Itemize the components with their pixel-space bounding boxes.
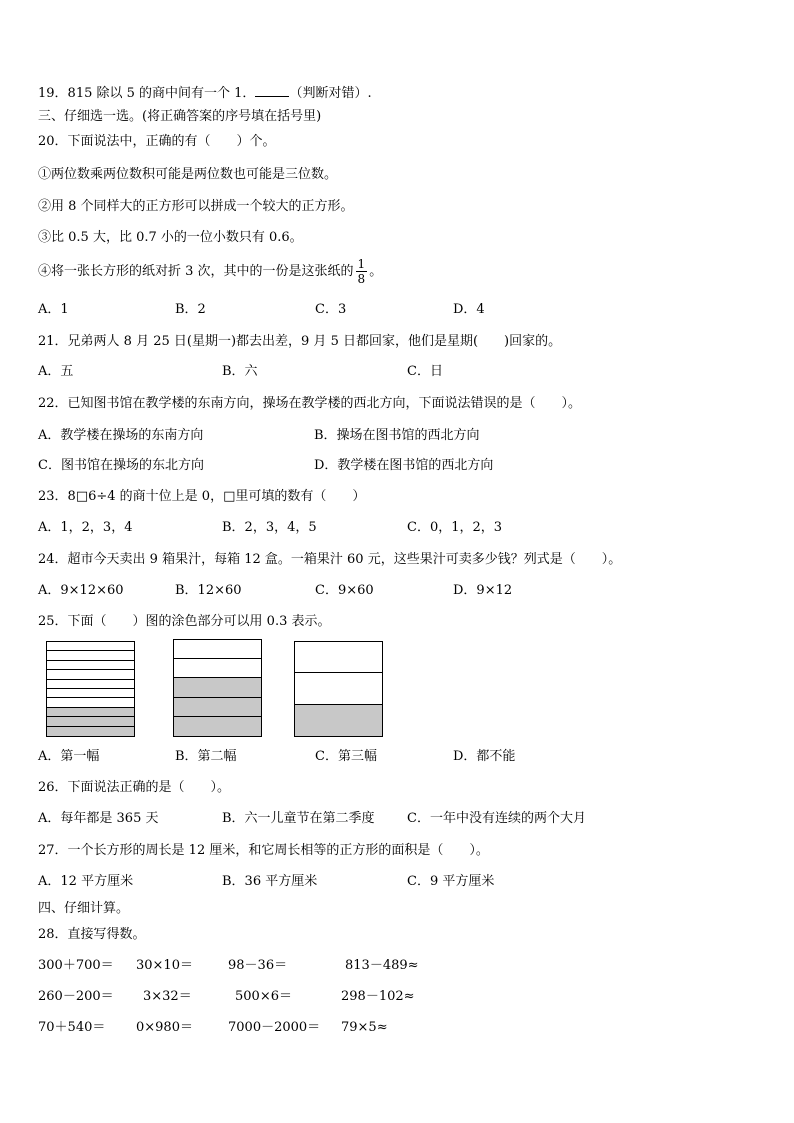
q22-option-d[interactable]: D．教学楼在图书馆的西北方向: [314, 458, 494, 473]
question-23-stem: 23．8□6÷4 的商十位上是 0，□里可填的数有（ ）: [38, 489, 366, 504]
blank-part: [47, 698, 134, 707]
shaded-part: [174, 698, 261, 717]
blank-part: [47, 670, 134, 679]
q25-option-b[interactable]: B．第二幅: [175, 749, 237, 764]
q19-text-before: 19．815 除以 5 的商中间有一个 1．: [38, 86, 256, 101]
calc-item: 70＋540＝: [38, 1020, 106, 1035]
q20-option-d[interactable]: D．4: [453, 302, 485, 317]
blank-part: [174, 640, 261, 659]
q22-option-a[interactable]: A．教学楼在操场的东南方向: [38, 428, 204, 443]
calc-item: 300＋700＝: [38, 958, 114, 973]
blank-part: [295, 642, 382, 673]
q23-option-b[interactable]: B．2，3，4，5: [222, 520, 317, 535]
blank-part: [174, 659, 261, 678]
q20-s4-text: ④将一张长方形的纸对折 3 次，其中的一份是这张纸的: [38, 264, 354, 279]
calc-item: 0×980＝: [136, 1020, 193, 1035]
question-19: [38, 84, 372, 102]
q20-statement-3: ③比 0.5 大，比 0.7 小的一位小数只有 0.6。: [38, 230, 303, 245]
fraction: [356, 257, 368, 286]
blank-part: [295, 673, 382, 704]
q21-option-a[interactable]: A．五: [38, 364, 74, 379]
shaded-part: [174, 717, 261, 736]
shaded-part: [47, 727, 134, 736]
question-28-stem: 28．直接写得数。: [38, 927, 146, 942]
calc-item: 500×6＝: [235, 989, 292, 1004]
question-20-stem: 20．下面说法中，正确的有（ ）个。: [38, 134, 276, 149]
blank-part: [47, 689, 134, 698]
calc-item: 7000－2000＝: [228, 1020, 321, 1035]
q25-option-a[interactable]: A．第一幅: [38, 749, 100, 764]
question-27-stem: 27．一个长方形的周长是 12 厘米，和它周长相等的正方形的面积是（ ）。: [38, 843, 489, 858]
shaded-part: [174, 678, 261, 697]
q24-option-a[interactable]: A．9×12×60: [38, 583, 124, 598]
q21-option-b[interactable]: B．六: [222, 364, 258, 379]
calc-item: 98－36＝: [228, 958, 288, 973]
q24-option-b[interactable]: B．12×60: [175, 583, 242, 598]
q25-option-d[interactable]: D．都不能: [453, 749, 516, 764]
q20-statement-4: [38, 256, 382, 288]
q27-option-a[interactable]: A．12 平方厘米: [38, 874, 134, 889]
q20-option-c[interactable]: C．3: [315, 302, 347, 317]
blank-part: [47, 661, 134, 670]
q22-option-b[interactable]: B．操场在图书馆的西北方向: [314, 428, 480, 443]
q20-statement-1: ①两位数乘两位数积可能是两位数也可能是三位数。: [38, 167, 338, 182]
blank-part: [47, 680, 134, 689]
figure-3: [294, 641, 383, 737]
q27-option-c[interactable]: C．9 平方厘米: [407, 874, 495, 889]
shaded-part: [47, 708, 134, 717]
calc-item: 298－102≈: [341, 989, 415, 1004]
q26-option-b[interactable]: B．六一儿童节在第二季度: [222, 811, 375, 826]
q27-option-b[interactable]: B．36 平方厘米: [222, 874, 318, 889]
question-22-stem: 22．已知图书馆在教学楼的东南方向，操场在教学楼的西北方向，下面说法错误的是（ ）。: [38, 396, 582, 411]
q23-option-c[interactable]: C．0，1，2，3: [407, 520, 503, 535]
q20-s4-end: 。: [369, 264, 383, 279]
q23-option-a[interactable]: A．1，2，3，4: [38, 520, 133, 535]
shaded-part: [295, 705, 382, 736]
question-25-stem: 25．下面（ ）图的涂色部分可以用 0.3 表示。: [38, 614, 331, 629]
q24-option-d[interactable]: D．9×12: [453, 583, 513, 598]
calc-item: 3×32＝: [143, 989, 192, 1004]
q20-statement-2: ②用 8 个同样大的正方形可以拼成一个较大的正方形。: [38, 199, 354, 214]
q20-option-a[interactable]: A．1: [38, 302, 69, 317]
q20-option-b[interactable]: B．2: [175, 302, 206, 317]
q25-option-c[interactable]: C．第三幅: [315, 749, 377, 764]
calc-item: 813－489≈: [345, 958, 419, 973]
question-26-stem: 26．下面说法正确的是（ ）。: [38, 780, 231, 795]
calc-item: 30×10＝: [136, 958, 193, 973]
figure-2: [173, 639, 262, 737]
question-24-stem: 24．超市今天卖出 9 箱果汁，每箱 12 盒。一箱果汁 60 元，这些果汁可卖多少钱？列式是（ ）。: [38, 552, 622, 567]
q26-option-a[interactable]: A．每年都是 365 天: [38, 811, 159, 826]
q22-option-c[interactable]: C．图书馆在操场的东北方向: [38, 458, 204, 473]
section-3-heading: 三、仔细选一选。(将正确答案的序号填在括号里): [38, 109, 322, 124]
section-4-heading: 四、仔细计算。: [38, 901, 130, 916]
blank-part: [47, 642, 134, 651]
shaded-part: [47, 717, 134, 726]
q26-option-c[interactable]: C．一年中没有连续的两个大月: [407, 811, 586, 826]
answer-blank[interactable]: [255, 84, 289, 97]
q19-text-after: （判断对错）.: [289, 86, 372, 101]
calc-item: 79×5≈: [341, 1020, 388, 1035]
figure-1: [46, 641, 135, 737]
blank-part: [47, 651, 134, 660]
calc-item: 260－200＝: [38, 989, 114, 1004]
q21-option-c[interactable]: C．日: [407, 364, 443, 379]
fraction-numerator: 1: [357, 257, 366, 271]
q24-option-c[interactable]: C．9×60: [315, 583, 374, 598]
fraction-denominator: 8: [357, 272, 366, 286]
question-21-stem: 21．兄弟两人 8 月 25 日(星期一)都去出差，9 月 5 日都回家，他们是星期( )回家的。: [38, 334, 562, 349]
